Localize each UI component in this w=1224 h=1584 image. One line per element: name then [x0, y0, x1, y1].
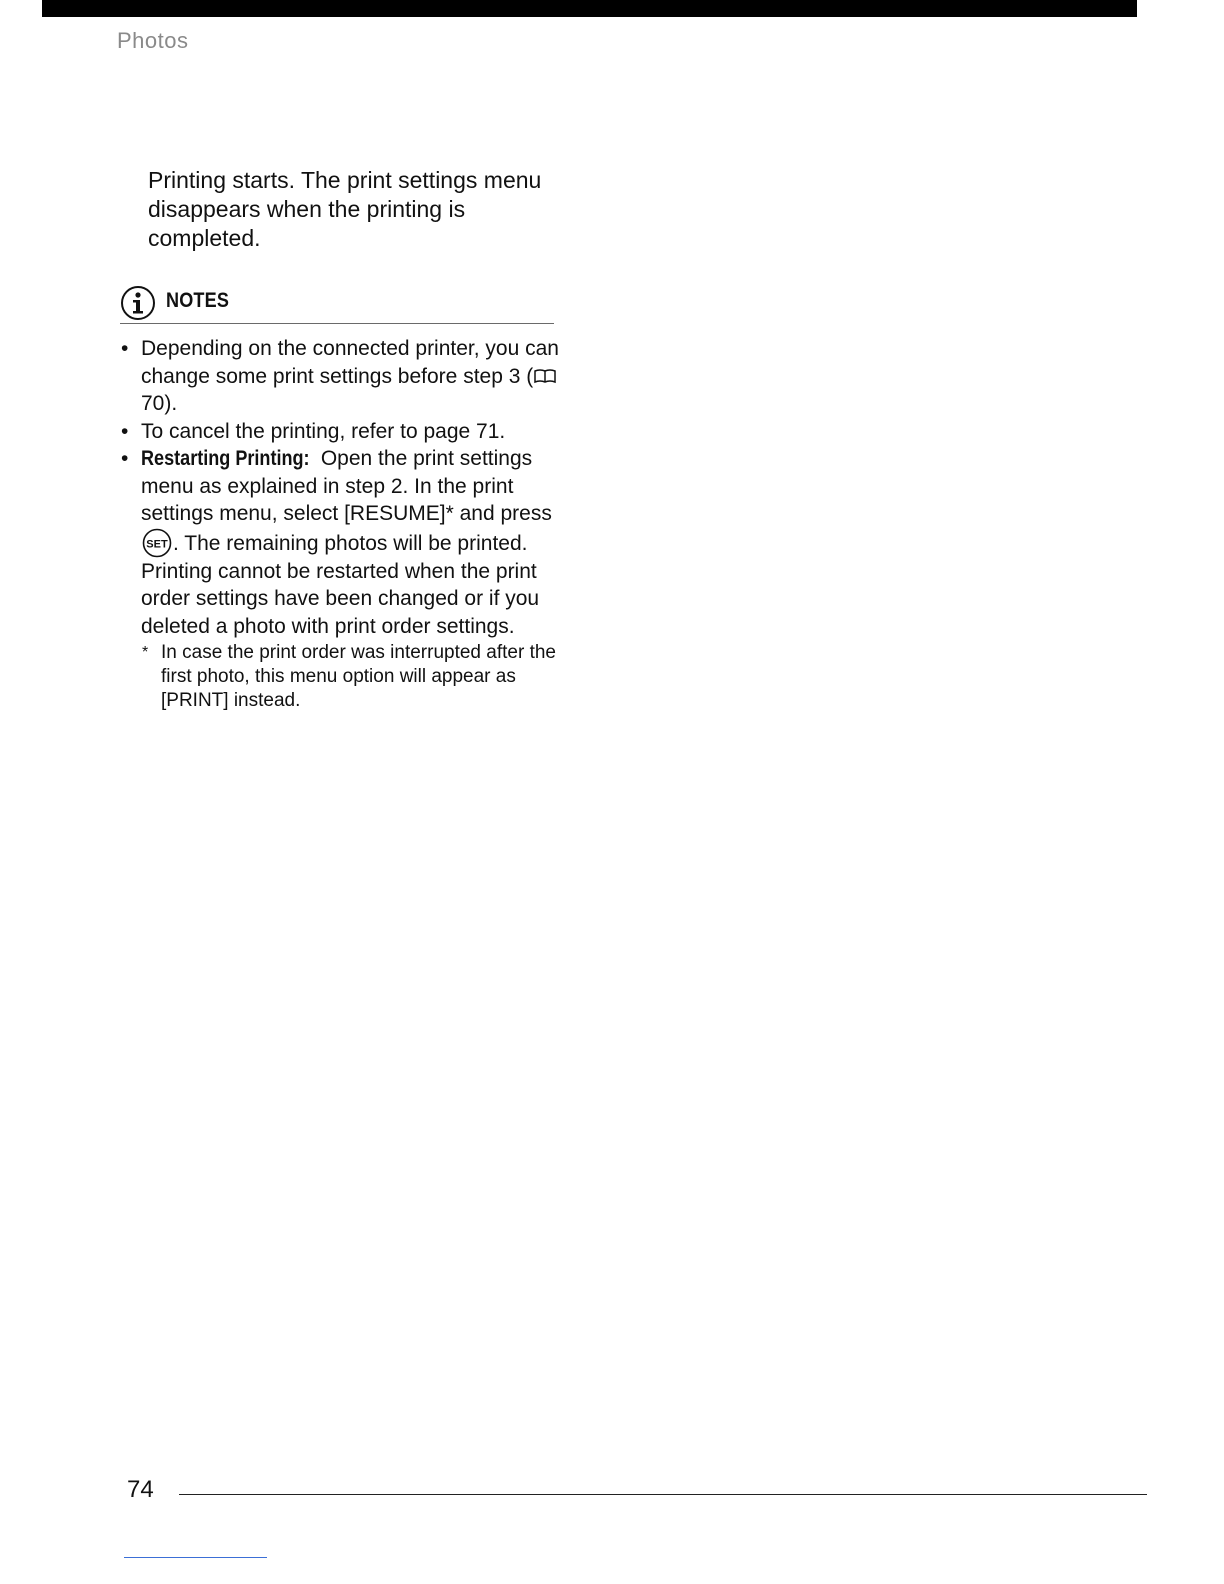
page-reference: 70 [141, 392, 165, 415]
note-item [120, 335, 560, 418]
header-bar [42, 0, 1137, 17]
footnote [141, 641, 560, 713]
page-number: 74 [127, 1476, 154, 1503]
note-item [120, 418, 560, 446]
bullet: • [121, 419, 129, 443]
note-lead: Restarting Printing: [141, 447, 310, 470]
intro-paragraph: Printing starts. The print settings menu disappears when the printing is completed. [148, 167, 542, 251]
set-button-label: SET [146, 538, 168, 550]
book-icon [534, 369, 556, 384]
set-button-icon [142, 528, 172, 558]
notes-list [120, 335, 560, 713]
note-text: Depending on the connected printer, you can change some print settings before step 3 ( [141, 337, 559, 388]
info-icon [120, 285, 156, 321]
note-text-end: . The remaining photos will be printed. Printing cannot be restarted when the print order settings have been changed or if you deleted a photo with print order settings. [141, 531, 540, 638]
notes-title: NOTES [166, 289, 230, 312]
bullet: • [121, 337, 129, 360]
note-text: Open the print settings menu as explained in step 2. In the print settings menu, select [RESUME]* and press [141, 447, 552, 525]
section-title: Photos [117, 28, 189, 53]
footnote-mark: * [142, 644, 149, 661]
note-text: To cancel the printing, refer to page 71. [141, 419, 506, 443]
bottom-link-line [124, 1557, 267, 1558]
notes-header [120, 285, 554, 324]
footer-divider [179, 1494, 1147, 1495]
note-item [120, 445, 560, 713]
note-text-end: ). [164, 392, 178, 415]
bullet: • [121, 447, 129, 470]
footnote-text: In case the print order was interrupted after the first photo, this menu option will appear as [PRINT] instead. [161, 642, 556, 711]
